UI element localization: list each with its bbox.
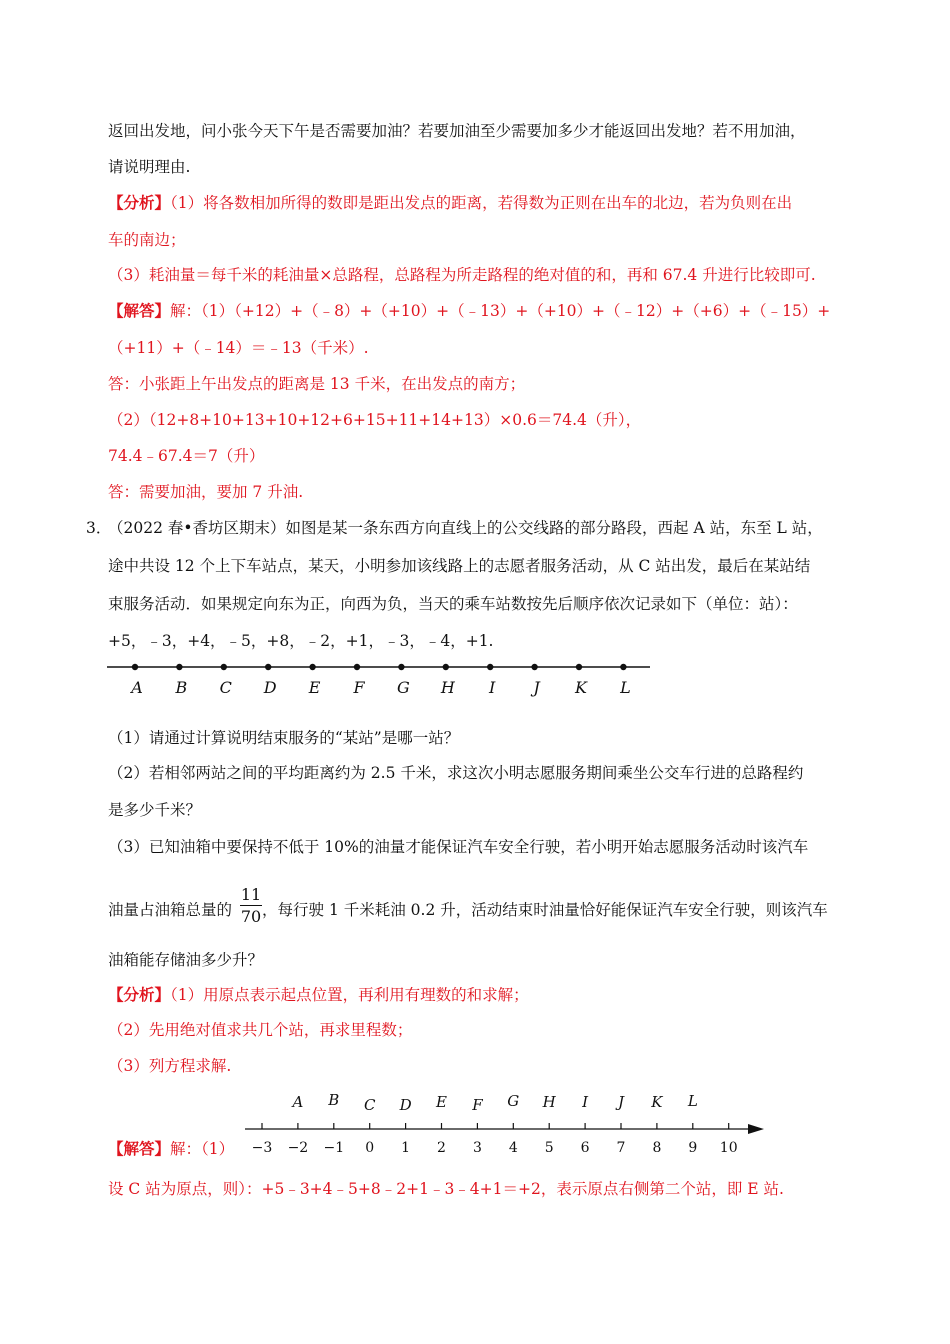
station-dot — [620, 664, 626, 670]
axis-station-label: C — [363, 1096, 376, 1114]
solution-line: 74.4﹣67.4＝7（升） — [108, 447, 265, 465]
station-label: I — [489, 678, 496, 697]
axis-station-label: B — [328, 1091, 340, 1109]
axis-station-label: H — [542, 1093, 556, 1111]
part-line — [108, 900, 828, 920]
axis-tick-label: 9 — [688, 1140, 698, 1156]
part-line: （2）若相邻两站之间的平均距离约为 2.5 千米，求这次小明志愿服务期间乘坐公交车行进的总路程约 — [108, 764, 804, 782]
number-axis-figure — [240, 1085, 770, 1165]
station-label: E — [308, 678, 321, 697]
axis-tick-label: 8 — [652, 1140, 662, 1156]
question-line: 途中共设 12 个上下车站点，某天，小明参加该线路上的志愿者服务活动，从 C 站出发，最后在某站结 — [108, 557, 811, 575]
axis-station-label: L — [687, 1092, 698, 1110]
axis-station-label: I — [582, 1093, 589, 1111]
station-dot — [398, 664, 404, 670]
solution-line: 答：小张距上午出发点的距离是 13 千米，在出发点的南方； — [108, 375, 526, 393]
station-dot — [354, 664, 360, 670]
analysis-line: （2）先用绝对值求共几个站，再求里程数； — [108, 1021, 413, 1039]
analysis-line: （3）列方程求解. — [108, 1057, 232, 1075]
station-label: J — [533, 678, 540, 697]
analysis-line — [108, 193, 792, 213]
part-text: 油量占油箱总量的 — [108, 901, 233, 919]
axis-station-label: D — [399, 1096, 412, 1114]
axis-station-label: G — [507, 1092, 520, 1110]
axis-tick-label: −1 — [323, 1140, 345, 1156]
question-number: 3． — [86, 519, 112, 537]
station-label: F — [353, 678, 365, 697]
axis-tick-label: 6 — [580, 1140, 590, 1156]
solution-line — [108, 1139, 234, 1159]
part-line: 是多少千米？ — [108, 801, 202, 819]
station-label: B — [175, 678, 188, 697]
station-label: C — [219, 678, 232, 697]
station-dot — [309, 664, 315, 670]
station-dot — [265, 664, 271, 670]
text-line: 请说明理由. — [108, 158, 191, 176]
analysis-line: （3）耗油量＝每千米的耗油量×总路程，总路程为所走路程的绝对值的和，再和 67.4 升进行比较即可. — [108, 266, 816, 284]
station-dot — [443, 664, 449, 670]
solution-text: 解：（1） — [170, 1140, 235, 1158]
analysis-tag: 【分析】 — [108, 985, 171, 1004]
station-dot — [487, 664, 493, 670]
station-dot — [176, 664, 182, 670]
solution-tag: 【解答】 — [108, 301, 171, 320]
analysis-text: （1）用原点表示起点位置，再利用有理数的和求解； — [170, 986, 529, 1004]
axis-tick-label: −3 — [251, 1140, 273, 1156]
station-dot — [531, 664, 537, 670]
axis-tick-label: 5 — [544, 1140, 554, 1156]
solution-line: 答：需要加油，要加 7 升油. — [108, 483, 304, 501]
axis-tick-label: 7 — [616, 1140, 626, 1156]
solution-line: 设 C 站为原点，则）：+5﹣3+4﹣5+8﹣2+1﹣3﹣4+1＝+2，表示原点右侧第二个站，即 E 站. — [108, 1180, 784, 1198]
part-line: 油箱能存储油多少升？ — [108, 951, 264, 969]
axis-station-label: E — [436, 1093, 447, 1111]
solution-tag: 【解答】 — [108, 1139, 171, 1158]
station-label: A — [131, 678, 143, 697]
solution-line — [108, 301, 830, 321]
axis-tick-label: 10 — [719, 1140, 738, 1156]
solution-line: （+11）+（﹣14）＝﹣13（千米）. — [108, 339, 369, 357]
station-dot — [221, 664, 227, 670]
axis-tick-label: −2 — [287, 1140, 309, 1156]
axis-station-label: J — [617, 1093, 625, 1111]
station-label: K — [575, 678, 587, 697]
axis-tick-label: 3 — [472, 1140, 482, 1156]
analysis-text: （1）将各数相加所得的数即是距出发点的距离，若得数为正则在出车的北边，若为负则在出 — [170, 194, 793, 212]
question-line: （2022 春•香坊区期末）如图是某一条东西方向直线上的公交线路的部分路段，西起 A 站，东至 L 站， — [108, 519, 823, 537]
question-line: 束服务活动．如果规定向东为正，向西为负，当天的乘车站数按先后顺序依次记录如下（单位：站）： — [108, 595, 798, 613]
station-label: L — [620, 678, 631, 697]
fraction — [240, 885, 262, 926]
station-dot — [576, 664, 582, 670]
axis-station-label: F — [472, 1096, 483, 1114]
part-text: ，每行驶 1 千米耗油 0.2 升，活动结束时油量恰好能保证汽车安全行驶，则该汽车 — [262, 901, 828, 919]
part-line: （3）已知油箱中要保持不低于 10%的油量才能保证汽车安全行驶，若小明开始志愿服务活动时该汽车 — [108, 838, 809, 856]
axis-station-label: A — [292, 1093, 304, 1111]
axis-tick-label: 4 — [508, 1140, 518, 1156]
analysis-line — [108, 985, 529, 1005]
question-line: +5，﹣3，+4，﹣5，+8，﹣2，+1，﹣3，﹣4，+1. — [108, 632, 494, 650]
text-line: 返回出发地，问小张今天下午是否需要加油？若要加油至少需要加多少才能返回出发地？若不用加油， — [108, 122, 806, 140]
station-label: G — [397, 678, 410, 697]
axis-tick-label: 2 — [437, 1140, 446, 1156]
analysis-tag: 【分析】 — [108, 193, 171, 212]
station-line-figure — [105, 655, 655, 700]
station-label: H — [440, 678, 455, 697]
solution-text: 解：（1）（+12）+（﹣8）+（+10）+（﹣13）+（+10）+（﹣12）+（+6）+（﹣15）+ — [170, 302, 831, 320]
analysis-line: 车的南边； — [108, 231, 186, 249]
fraction-numerator: 11 — [240, 885, 262, 904]
axis-station-label: K — [651, 1093, 663, 1111]
station-dot — [132, 664, 138, 670]
fraction-denominator: 70 — [240, 907, 262, 926]
axis-tick-label: 0 — [365, 1140, 375, 1156]
solution-line: （2）（12+8+10+13+10+12+6+15+11+14+13）×0.6＝74.4（升）， — [108, 411, 642, 429]
axis-tick-label: 1 — [401, 1140, 411, 1156]
part-line: （1）请通过计算说明结束服务的“某站”是哪一站？ — [108, 729, 460, 747]
station-label: D — [263, 678, 277, 697]
